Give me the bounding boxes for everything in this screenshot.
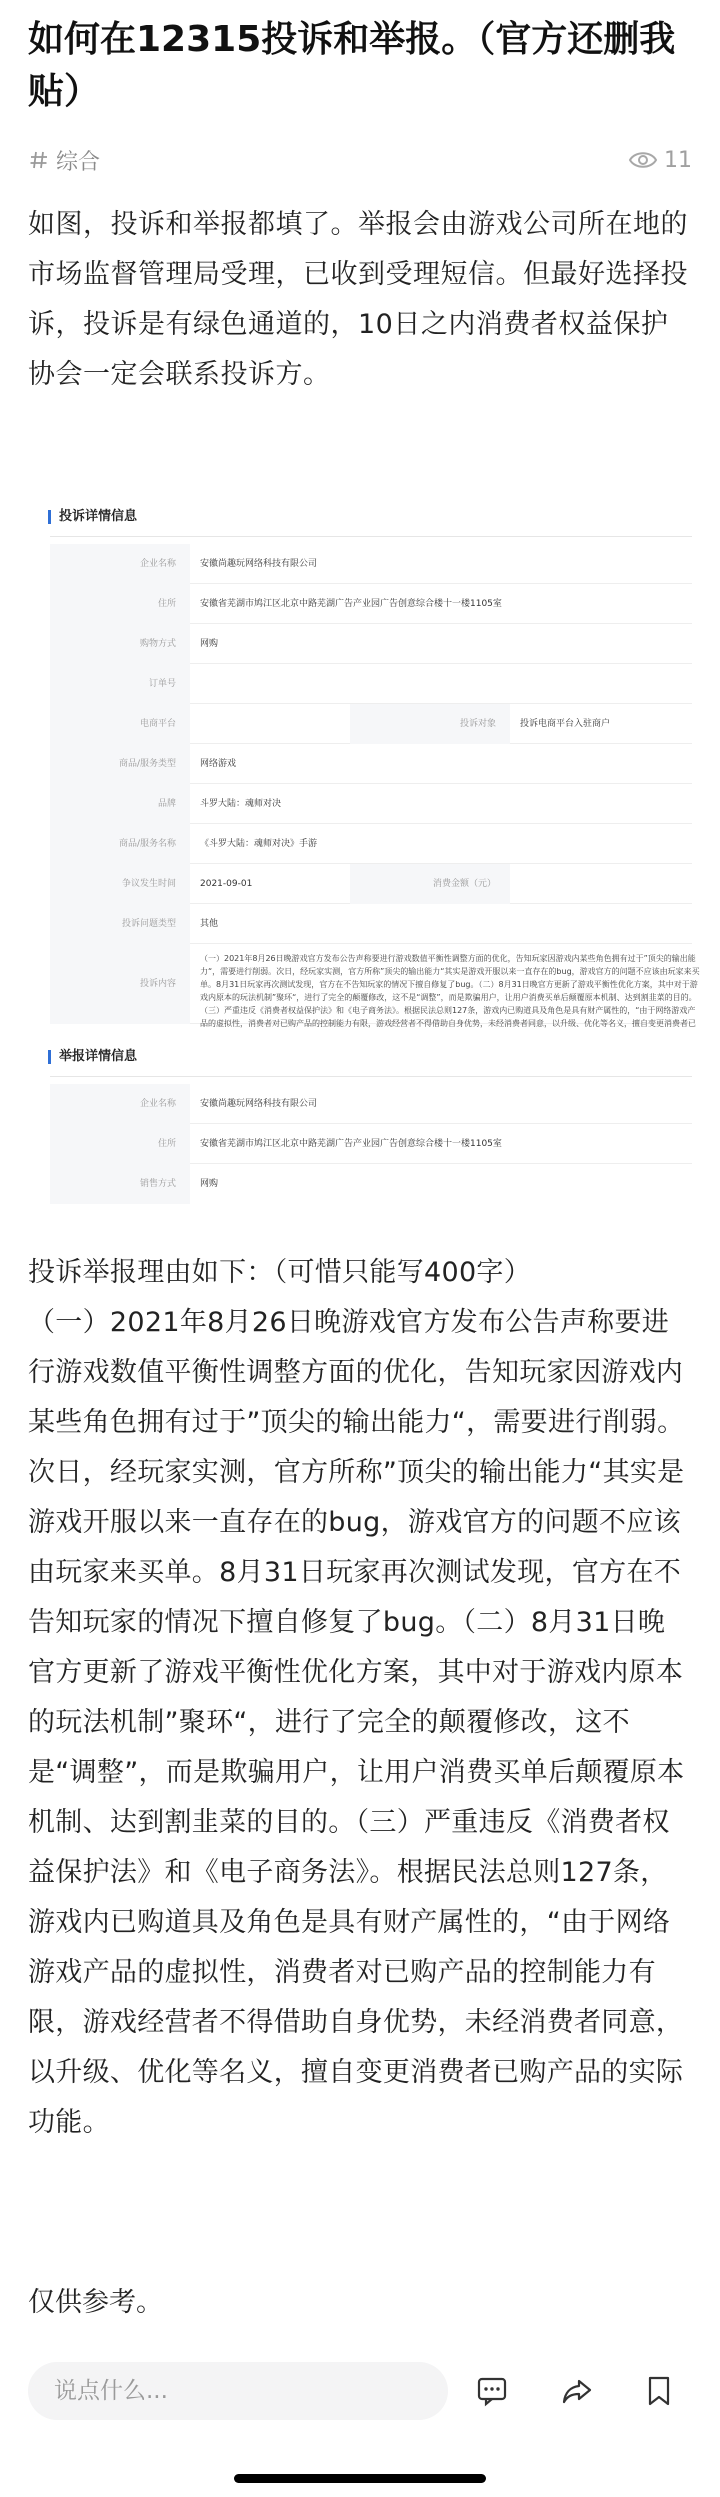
form-label: 企业名称 (50, 1084, 190, 1124)
form-row (50, 824, 692, 864)
eye-icon (628, 149, 658, 171)
form-row (50, 544, 692, 584)
complaint-form-image[interactable] (28, 490, 700, 1080)
bookmark-icon[interactable] (642, 2374, 676, 2408)
form-value: 斗罗大陆：魂师对决 (200, 799, 282, 809)
form-row (50, 784, 692, 824)
report-form-image[interactable] (28, 1030, 692, 1189)
category-tag[interactable]: 综合 (56, 149, 101, 175)
form-value: 投诉电商平台入驻商户 (520, 719, 611, 729)
form-label: 住所 (50, 584, 190, 624)
form-value: 2021-09-01 (200, 879, 253, 889)
article-meta (28, 140, 692, 180)
hash-icon (28, 149, 50, 171)
form-label: 品牌 (50, 784, 190, 824)
form-label: 电商平台 (50, 704, 190, 744)
form-value: 《斗罗大陆：魂师对决》手游 (200, 839, 318, 849)
form-label: 争议发生时间 (50, 864, 190, 904)
form-row (50, 584, 692, 624)
form-row (50, 864, 692, 904)
form-label: 购物方式 (50, 624, 190, 664)
reason-section (28, 1248, 692, 2148)
form-value: 安徽省芜湖市鸠江区北京中路芜湖广告产业园广告创意综合楼十一楼1105室 (200, 1139, 502, 1149)
form-label: 订单号 (50, 664, 190, 704)
form-row (50, 904, 692, 944)
view-count-value: 11 (664, 147, 692, 173)
form-row (50, 1164, 692, 1204)
form-row (50, 1124, 692, 1164)
intro-paragraph: 如图，投诉和举报都填了。举报会由游戏公司所在地的市场监督管理局受理，已收到受理短信。但最好选择投诉，投诉是有绿色通道的，10日之内消费者权益保护协会一定会联系投诉方。 (28, 209, 688, 390)
form-value: （一）2021年8月26日晚游戏官方发布公告声称要进行游戏数值平衡性调整方面的优化，告知玩家因游戏内某些角色拥有过于”顶尖的输出能力“，需要进行削弱。次日，经玩家实测，官方所称”顶尖的输出能力“其实是游戏开服以来一直存在的bug，游戏官方的问题不应该由玩家来买单。8月31日玩家再次测试发现，官方在不告知玩家的情况下擅自修复了bug。（二）8月31日晚官方更新了游戏平衡性优化方案，其中对于游戏内原本的玩法机制”聚环“，进行了完全的颠覆修改，这不是“调整”，而是欺骗用户，让用户消费买单后颠覆原本机制、达到割韭菜的目的。（三）严重违反《消费者权益保护法》和《电子商务法》。根据民法总则127条，游戏内已购道具及角色是具有财产属性的，“由于网络游戏产品的虚拟性，消费者对已购产品的控制能力有限，游戏经营者不得借助自身优势，未经消费者同意，以升级、优化等名义，擅自变更消费者已 (200, 954, 700, 1028)
form-value: 安徽尚趣玩网络科技有限公司 (200, 1099, 318, 1109)
reason-title: 投诉举报理由如下：（可惜只能写400字） (28, 1257, 532, 1288)
comment-input[interactable]: 说点什么... (28, 2362, 448, 2420)
view-count (628, 148, 692, 173)
closing-text: 仅供参考。 (28, 2287, 163, 2318)
form-label: 销售方式 (50, 1164, 190, 1204)
form-label: 住所 (50, 1124, 190, 1164)
form-row (50, 744, 692, 784)
form-label: 投诉内容 (50, 944, 190, 1024)
bottom-action-bar (0, 2350, 720, 2497)
form-label: 投诉问题类型 (50, 904, 190, 944)
form-row (50, 704, 692, 744)
form-label: 企业名称 (50, 544, 190, 584)
form-value: 网购 (200, 1179, 219, 1189)
home-indicator[interactable] (234, 2474, 486, 2483)
form-header: 投诉详情信息 (48, 510, 137, 524)
form-value: 安徽尚趣玩网络科技有限公司 (200, 559, 318, 569)
form-value: 其他 (200, 919, 219, 929)
form-value: 网络游戏 (200, 759, 237, 769)
divider (50, 1076, 692, 1077)
divider (50, 536, 692, 537)
share-icon[interactable] (560, 2374, 594, 2408)
form-row (50, 624, 692, 664)
article-title: 如何在12315投诉和举报。（官方还删我贴） (28, 19, 676, 112)
form-header: 举报详情信息 (48, 1050, 137, 1064)
form-value: 网购 (200, 639, 219, 649)
form-row (50, 664, 692, 704)
form-row (50, 1084, 692, 1124)
form-label: 商品/服务名称 (50, 824, 190, 864)
form-label: 投诉对象 (350, 704, 510, 744)
form-row (50, 944, 700, 1028)
form-value: 安徽省芜湖市鸠江区北京中路芜湖广告产业园广告创意综合楼十一楼1105室 (200, 599, 502, 609)
comment-icon[interactable] (475, 2374, 509, 2408)
reason-body: （一）2021年8月26日晚游戏官方发布公告声称要进行游戏数值平衡性调整方面的优化，告知玩家因游戏内某些角色拥有过于”顶尖的输出能力“，需要进行削弱。次日，经玩家实测，官方所称”顶尖的输出能力“其实是游戏开服以来一直存在的bug，游戏官方的问题不应该由玩家来买单。8月31日玩家再次测试发现，官方在不告知玩家的情况下擅自修复了bug。（二）8月31日晚官方更新了游戏平衡性优化方案，其中对于游戏内原本的玩法机制”聚环“，进行了完全的颠覆修改，这不是“调整”，而是欺骗用户，让用户消费买单后颠覆原本机制、达到割韭菜的目的。（三）严重违反《消费者权益保护法》和《电子商务法》。根据民法总则127条，游戏内已购道具及角色是具有财产属性的，“由于网络游戏产品的虚拟性，消费者对已购产品的控制能力有限，游戏经营者不得借助自身优势，未经消费者同意，以升级、优化等名义，擅自变更消费者已购产品的实际功能。 (28, 1307, 685, 2138)
form-label: 消费金额（元） (350, 864, 510, 904)
form-label: 商品/服务类型 (50, 744, 190, 784)
